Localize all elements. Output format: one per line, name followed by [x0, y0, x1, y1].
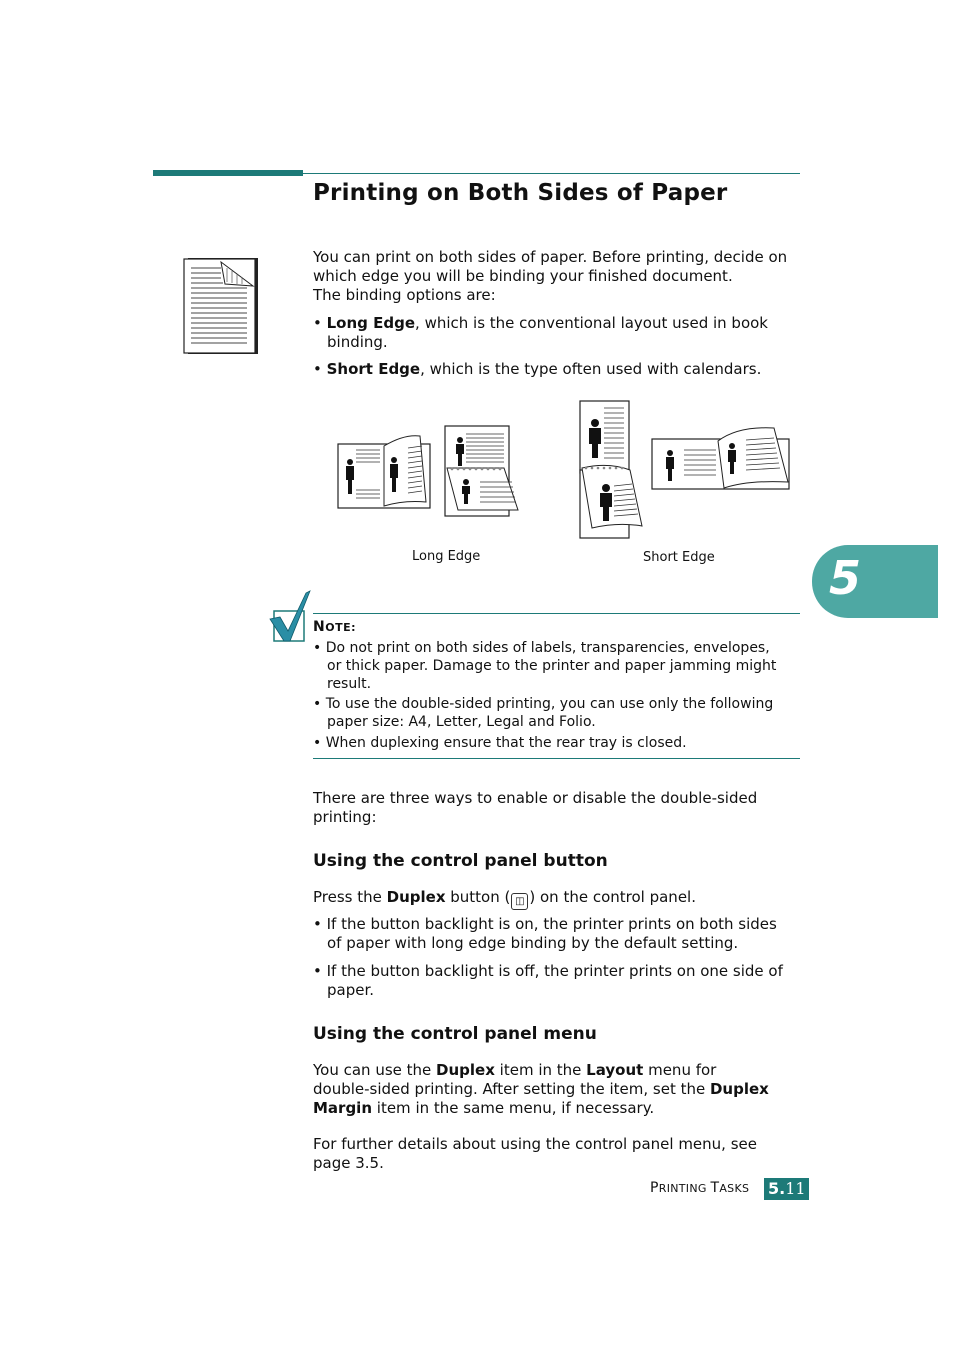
long-edge-illustration	[334, 420, 524, 525]
paragraph-line: page 3.5.	[313, 1154, 384, 1172]
option-text: , which is the type often used with calendars.	[420, 360, 762, 378]
paragraph-line: For further details about using the control panel menu, see	[313, 1135, 757, 1153]
checkmark-note-icon	[268, 589, 314, 644]
intro-line: which edge you will be binding your finished document.	[313, 267, 733, 285]
menu-paragraph	[313, 1061, 803, 1118]
bold-term: Layout	[586, 1061, 644, 1079]
bold-term: Margin	[313, 1099, 373, 1117]
note-item	[313, 734, 803, 752]
option-text: , which is the conventional layout used in book	[415, 314, 768, 332]
press-duplex-paragraph	[313, 888, 803, 910]
note-item	[313, 695, 803, 731]
note-top-rule	[313, 613, 800, 614]
intro-line: You can print on both sides of paper. Before printing, decide on	[313, 248, 788, 266]
long-edge-caption: Long Edge	[412, 549, 481, 564]
further-details-paragraph	[313, 1135, 803, 1173]
section-heading: Using the control panel menu	[313, 1024, 597, 1044]
page-number	[764, 1178, 809, 1200]
three-ways-paragraph	[313, 789, 803, 827]
footer-small: ASKS	[719, 1182, 750, 1195]
option-term: Long Edge	[326, 314, 416, 332]
footer-section-label	[650, 1180, 749, 1196]
bold-term: Duplex	[436, 1061, 495, 1079]
paragraph-line: printing:	[313, 808, 377, 826]
text-span: item in the same menu, if necessary.	[372, 1099, 655, 1117]
note-line: • To use the double-sided printing, you can use only the following	[313, 696, 774, 712]
note-bottom-rule	[313, 758, 800, 759]
list-item	[313, 962, 803, 1000]
chapter-tab	[812, 545, 938, 618]
page-chapter: 5.	[768, 1179, 786, 1198]
bold-term: Duplex	[709, 1080, 769, 1098]
list-item	[313, 915, 803, 953]
option-long-edge: • Long Edge, which is the conventional layout used in book binding.	[313, 314, 768, 351]
text-span: Press the	[313, 888, 387, 906]
short-edge-caption: Short Edge	[643, 550, 715, 565]
paragraph-line: There are three ways to enable or disable the double-sided	[313, 789, 758, 807]
page-index: 11	[785, 1179, 806, 1198]
option-text: binding.	[327, 333, 388, 351]
note-line: or thick paper. Damage to the printer and paper jamming might	[327, 658, 777, 674]
footer-cap: P	[650, 1180, 659, 1196]
note-title-initial: N	[313, 619, 326, 635]
list-line: paper.	[327, 981, 375, 999]
text-span: double-sided printing. After setting the item, set the	[313, 1080, 710, 1098]
intro-line: The binding options are:	[313, 286, 496, 304]
header-rule-thin	[303, 173, 800, 174]
text-span: item in the	[494, 1061, 587, 1079]
footer-cap: T	[710, 1180, 720, 1196]
footer-small: RINTING	[658, 1182, 711, 1195]
header-rule-thick	[153, 170, 303, 176]
note-line: • When duplexing ensure that the rear tray is closed.	[313, 735, 687, 751]
intro-paragraph	[313, 248, 803, 305]
text-span: menu for	[643, 1061, 717, 1079]
list-line: • If the button backlight is off, the printer prints on one side of	[313, 962, 783, 980]
note-line: • Do not print on both sides of labels, transparencies, envelopes,	[313, 640, 770, 656]
section-heading: Using the control panel button	[313, 851, 608, 871]
note-title-rest: OTE:	[325, 621, 356, 634]
note-line: result.	[327, 676, 372, 692]
bold-term: Duplex	[386, 888, 446, 906]
text-span: ) on the control panel.	[529, 888, 696, 906]
page-title: Printing on Both Sides of Paper	[313, 180, 728, 206]
document-icon	[183, 256, 259, 356]
option-short-edge: • Short Edge, which is the type often used with calendars.	[313, 360, 762, 378]
list-line: • If the button backlight is on, the printer prints on both sides	[313, 915, 777, 933]
note-line: paper size: A4, Letter, Legal and Folio.	[327, 714, 596, 730]
duplex-button-icon: ◫	[511, 893, 528, 910]
text-span: button (	[445, 888, 511, 906]
list-line: of paper with long edge binding by the default setting.	[327, 934, 739, 952]
option-term: Short Edge	[326, 360, 421, 378]
chapter-number: 5	[829, 551, 862, 605]
text-span: You can use the	[313, 1061, 437, 1079]
note-item	[313, 639, 803, 693]
note-title	[313, 619, 356, 635]
short-edge-illustration	[578, 398, 793, 543]
